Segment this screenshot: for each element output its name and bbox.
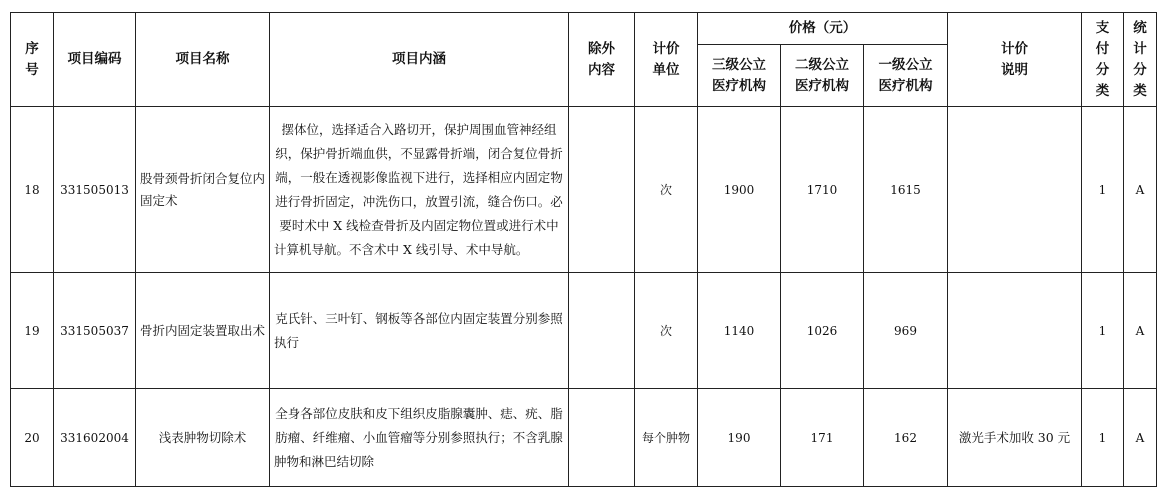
row-price-tier1: 1615 <box>864 107 948 273</box>
row-code: 331602004 <box>54 389 136 487</box>
row-payment: 1 <box>1082 389 1124 487</box>
row-name: 骨折内固定装置取出术 <box>136 273 270 389</box>
row-seq: 18 <box>11 107 54 273</box>
row-price-tier2: 1710 <box>781 107 864 273</box>
row-payment: 1 <box>1082 107 1124 273</box>
row-excluded <box>569 107 635 273</box>
row-content: 全身各部位皮肤和皮下组织皮脂腺囊肿、痣、疣、脂肪瘤、纤维瘤、小血管瘤等分别参照执行；不含乳腺肿物和淋巴结切除 <box>270 389 569 487</box>
row-payment: 1 <box>1082 273 1124 389</box>
row-unit: 次 <box>635 107 698 273</box>
row-stats: A <box>1124 107 1157 273</box>
table-row <box>11 273 1157 389</box>
row-name: 股骨颈骨折闭合复位内固定术 <box>136 107 270 273</box>
row-notes <box>948 107 1082 273</box>
header-tier1: 一级公立 医疗机构 <box>864 45 948 107</box>
row-stats: A <box>1124 389 1157 487</box>
table-row <box>11 107 1157 273</box>
header-tier3: 三级公立 医疗机构 <box>698 45 781 107</box>
row-price-tier1: 162 <box>864 389 948 487</box>
row-code: 331505037 <box>54 273 136 389</box>
row-stats: A <box>1124 273 1157 389</box>
row-seq: 19 <box>11 273 54 389</box>
header-seq: 序 号 <box>11 13 54 107</box>
row-price-tier3: 1140 <box>698 273 781 389</box>
row-price-tier2: 1026 <box>781 273 864 389</box>
header-code: 项目编码 <box>54 13 136 107</box>
table-row <box>11 389 1157 487</box>
row-seq: 20 <box>11 389 54 487</box>
row-price-tier2: 171 <box>781 389 864 487</box>
header-stats: 统 计 分 类 <box>1124 13 1157 107</box>
row-price-tier3: 1900 <box>698 107 781 273</box>
header-notes: 计价 说明 <box>948 13 1082 107</box>
row-unit: 次 <box>635 273 698 389</box>
header-unit: 计价 单位 <box>635 13 698 107</box>
row-excluded <box>569 389 635 487</box>
pricing-table <box>10 12 1157 487</box>
row-notes <box>948 273 1082 389</box>
row-excluded <box>569 273 635 389</box>
row-name: 浅表肿物切除术 <box>136 389 270 487</box>
row-code: 331505013 <box>54 107 136 273</box>
header-price-group: 价格（元） <box>698 13 948 45</box>
row-price-tier3: 190 <box>698 389 781 487</box>
header-name: 项目名称 <box>136 13 270 107</box>
header-tier2: 二级公立 医疗机构 <box>781 45 864 107</box>
row-content: 克氏针、三叶钉、钢板等各部位内固定装置分别参照执行 <box>270 273 569 389</box>
row-price-tier1: 969 <box>864 273 948 389</box>
header-content: 项目内涵 <box>270 13 569 107</box>
row-unit: 每个肿物 <box>635 389 698 487</box>
header-payment: 支 付 分 类 <box>1082 13 1124 107</box>
row-notes: 激光手术加收 30 元 <box>948 389 1082 487</box>
row-content: 摆体位，选择适合入路切开，保护周围血管神经组织，保护骨折端血供，不显露骨折端，闭合复位骨折端，一般在透视影像监视下进行，选择相应内固定物进行骨折固定，冲洗伤口，放置引流，缝合伤口。必要时术中 X 线检查骨折及内固定物位置或进行术中计算机导航。不含术中 X 线引导、术中导航。 <box>270 107 569 273</box>
header-excluded: 除外 内容 <box>569 13 635 107</box>
